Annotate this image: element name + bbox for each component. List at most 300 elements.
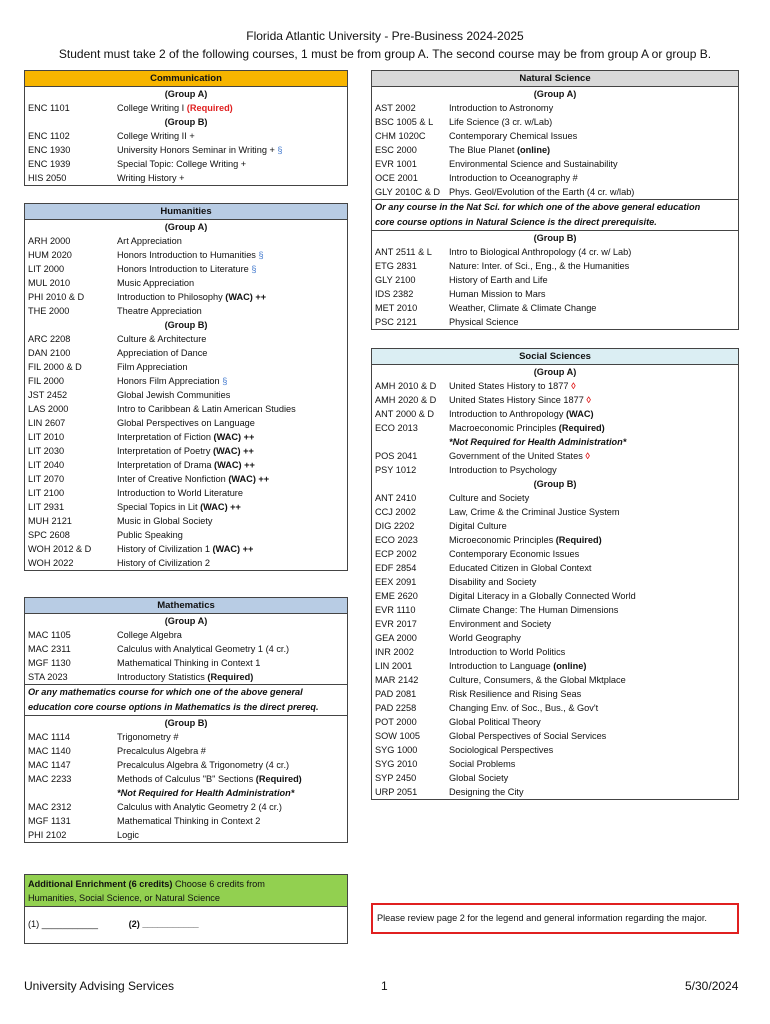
course-code: JST 2452 [28, 390, 68, 400]
course-code: ANT 2410 [375, 493, 417, 503]
course-code: CHM 1020C [375, 131, 426, 141]
course-row [372, 463, 738, 477]
prereq-note: Or any mathematics course for which one of the above general [28, 687, 303, 697]
course-row [372, 645, 738, 659]
course-name: Introduction to Astronomy [449, 103, 554, 113]
course-code: MGF 1131 [28, 816, 71, 826]
course-note: (WAC) ++ [200, 502, 241, 512]
course-code: ARC 2208 [28, 334, 71, 344]
course-row [372, 129, 738, 143]
honors-symbol: § [277, 145, 283, 155]
course-note: (WAC) ++ [225, 292, 267, 302]
course-row [25, 402, 347, 416]
course-note: (WAC) ++ [212, 544, 254, 554]
course-row [25, 360, 347, 374]
course-row [25, 500, 347, 514]
course-row [372, 673, 738, 687]
course-row [25, 129, 347, 143]
course-row [25, 416, 347, 430]
course-code: URP 2051 [375, 787, 418, 797]
course-row [372, 771, 738, 785]
section-header: Communication [25, 71, 347, 87]
course-name: Calculus with Analytical Geometry 1 (4 cr.) [117, 644, 290, 654]
course-row [372, 617, 738, 631]
course-name: Special Topics in Lit (WAC) ++ [117, 502, 241, 512]
course-name: Film Appreciation [117, 362, 188, 372]
course-code: ECO 2013 [375, 423, 418, 433]
footer-date: 5/30/2024 [685, 979, 739, 993]
course-row [372, 687, 738, 701]
course-name: Global Perspectives on Language [117, 418, 255, 428]
course-code: PSY 1012 [375, 465, 417, 475]
course-row [372, 757, 738, 771]
course-name: Special Topic: College Writing + [117, 159, 247, 169]
course-name: Introduction to Oceanography # [449, 173, 578, 183]
course-list [372, 379, 738, 477]
course-note: (online) [516, 145, 551, 155]
course-code: MET 2010 [375, 303, 418, 313]
course-row [25, 171, 347, 185]
course-row [25, 248, 347, 262]
course-code: SYG 1000 [375, 745, 418, 755]
course-row [372, 259, 738, 273]
course-code: DAN 2100 [28, 348, 71, 358]
course-row [25, 670, 347, 684]
course-code: PSC 2121 [375, 317, 417, 327]
course-row [372, 603, 738, 617]
course-name: Introduction to World Literature [117, 488, 243, 498]
course-code: INR 2002 [375, 647, 414, 657]
course-code: GEA 2000 [375, 633, 417, 643]
course-row [372, 379, 738, 393]
course-code: CCJ 2002 [375, 507, 416, 517]
course-code: PHI 2102 [28, 830, 67, 840]
course-note: (Required) [558, 423, 605, 433]
course-code: MAR 2142 [375, 675, 419, 685]
course-name: College Writing II + [117, 131, 195, 141]
course-code: AMH 2020 & D [375, 395, 437, 405]
course-row [25, 772, 347, 786]
course-name: Global Perspectives of Social Services [449, 731, 607, 741]
communication-section [24, 70, 348, 186]
course-code: MGF 1130 [28, 658, 71, 668]
course-code: LIT 2030 [28, 446, 65, 456]
course-code: DIG 2202 [375, 521, 415, 531]
course-code: MAC 1114 [28, 732, 71, 742]
course-name: Writing History + [117, 173, 185, 183]
course-row [372, 273, 738, 287]
blank-field-2[interactable]: (2) ___________ [128, 919, 199, 929]
course-code: ENC 1930 [28, 145, 71, 155]
course-name: Honors Film Appreciation § [117, 376, 228, 386]
course-row [25, 157, 347, 171]
course-name: Human Mission to Mars [449, 289, 546, 299]
course-name: Intro to Caribbean & Latin American Studies [117, 404, 296, 414]
course-code: SYP 2450 [375, 773, 417, 783]
prereq-note: Or any course in the Nat Sci. for which one of the above general education [375, 202, 701, 212]
course-code: PAD 2081 [375, 689, 417, 699]
course-row [25, 430, 347, 444]
course-code: PHI 2010 & D [28, 292, 85, 302]
group-a-label: (Group A) [533, 89, 577, 99]
course-code: FIL 2000 & D [28, 362, 82, 372]
course-name: Culture and Society [449, 493, 530, 503]
course-name: Introduction to Anthropology (WAC) [449, 409, 594, 419]
course-list [25, 730, 347, 842]
course-name: Theatre Appreciation [117, 306, 202, 316]
course-row [372, 491, 738, 505]
course-name: Introduction to World Politics [449, 647, 566, 657]
course-code: IDS 2382 [375, 289, 414, 299]
course-row [372, 301, 738, 315]
course-row [25, 528, 347, 542]
course-name: Social Problems [449, 759, 516, 769]
course-code: ESC 2000 [375, 145, 417, 155]
course-code: MAC 1140 [28, 746, 71, 756]
course-row [25, 514, 347, 528]
course-name: Precalculus Algebra & Trigonometry (4 cr.) [117, 760, 290, 770]
course-row [372, 157, 738, 171]
course-code: PAD 2258 [375, 703, 417, 713]
course-note: *Not Required for Health Administration* [117, 788, 295, 798]
honors-symbol: § [251, 264, 257, 274]
course-row [372, 171, 738, 185]
course-row [372, 715, 738, 729]
course-name: History of Earth and Life [449, 275, 548, 285]
course-name: Contemporary Economic Issues [449, 549, 580, 559]
course-row [25, 542, 347, 556]
course-note: (Required) [207, 672, 254, 682]
course-row [25, 800, 347, 814]
diamond-symbol: ◊ [585, 451, 590, 461]
course-name: Climate Change: The Human Dimensions [449, 605, 619, 615]
course-row [25, 388, 347, 402]
course-name: Art Appreciation [117, 236, 182, 246]
course-name: Digital Literacy in a Globally Connected World [449, 591, 636, 601]
honors-symbol: § [258, 250, 264, 260]
course-list [25, 628, 347, 684]
group-b-label: (Group B) [164, 320, 208, 330]
course-code: MAC 2312 [28, 802, 72, 812]
course-row [25, 828, 347, 842]
course-code: FIL 2000 [28, 376, 64, 386]
course-name: Trigonometry # [117, 732, 179, 742]
course-row [372, 143, 738, 157]
course-list [372, 491, 738, 799]
course-list [25, 332, 347, 570]
enrichment-text: Humanities, Social Science, or Natural Science [28, 893, 221, 903]
course-row [25, 758, 347, 772]
course-code: EEX 2091 [375, 577, 417, 587]
course-code: THE 2000 [28, 306, 70, 316]
course-row [25, 628, 347, 642]
course-row [25, 486, 347, 500]
course-row [25, 786, 347, 800]
course-list [25, 234, 347, 318]
blank-field-1[interactable]: (1) ___________ [28, 919, 98, 929]
course-code: GLY 2010C & D [375, 187, 441, 197]
course-row [372, 245, 738, 259]
course-name: Disability and Society [449, 577, 537, 587]
course-name: Culture & Architecture [117, 334, 207, 344]
course-name [449, 435, 626, 449]
course-code: MAC 1105 [28, 630, 71, 640]
course-name: Global Society [449, 773, 509, 783]
course-name: Weather, Climate & Climate Change [449, 303, 597, 313]
section-header: Humanities [25, 204, 347, 220]
group-a-label: (Group A) [533, 367, 577, 377]
natural-science-section [371, 70, 739, 330]
course-row [25, 262, 347, 276]
course-name: Phys. Geol/Evolution of the Earth (4 cr. w/lab) [449, 187, 635, 197]
course-code: EVR 1110 [375, 605, 416, 615]
course-row [25, 814, 347, 828]
course-note: *Not Required for Health Administration* [449, 437, 627, 447]
course-row [25, 744, 347, 758]
course-list [372, 245, 738, 329]
course-code: ECP 2002 [375, 549, 417, 559]
course-name: Appreciation of Dance [117, 348, 208, 358]
course-code: ENC 1939 [28, 159, 71, 169]
group-b-label: (Group B) [164, 718, 208, 728]
course-code: WOH 2012 & D [28, 544, 92, 554]
course-list [25, 101, 347, 115]
course-name: Designing the City [449, 787, 524, 797]
group-a-label: (Group A) [164, 89, 208, 99]
course-code: EVR 2017 [375, 619, 417, 629]
course-name: The Blue Planet (online) [449, 145, 551, 155]
course-code: MAC 2233 [28, 774, 72, 784]
course-name: Environmental Science and Sustainability [449, 159, 618, 169]
course-code: LIT 2040 [28, 460, 65, 470]
course-name: Global Political Theory [449, 717, 541, 727]
course-code: LAS 2000 [28, 404, 69, 414]
course-name: Introduction to Psychology [449, 465, 557, 475]
course-name: Introduction to Language (online) [449, 661, 587, 671]
group-b-label: (Group B) [533, 479, 577, 489]
group-a-label: (Group A) [164, 222, 208, 232]
course-code: BSC 1005 & L [375, 117, 434, 127]
course-row [372, 407, 738, 421]
course-code: ENC 1102 [28, 131, 70, 141]
course-name: Culture, Consumers, & the Global Mktplace [449, 675, 626, 685]
group-a-label: (Group A) [164, 616, 208, 626]
course-code: LIN 2001 [375, 661, 413, 671]
course-note: (WAC) ++ [213, 446, 254, 456]
group-b-label: (Group B) [533, 233, 577, 243]
course-name: Digital Culture [449, 521, 507, 531]
diamond-symbol: ◊ [586, 395, 591, 405]
course-name: College Writing I (Required) [117, 103, 233, 113]
course-code: ARH 2000 [28, 236, 71, 246]
course-list [372, 101, 738, 199]
section-header: Mathematics [25, 598, 347, 614]
course-name: Music Appreciation [117, 278, 195, 288]
course-note: (WAC) ++ [214, 460, 255, 470]
course-code: MAC 2311 [28, 644, 71, 654]
course-code: ENC 1101 [28, 103, 70, 113]
course-row [372, 533, 738, 547]
course-name: United States History Since 1877 ◊ [449, 395, 591, 405]
course-name: Honors Introduction to Literature § [117, 264, 257, 274]
course-name: United States History to 1877 ◊ [449, 381, 576, 391]
course-code: MAC 1147 [28, 760, 71, 770]
course-row [372, 631, 738, 645]
course-row [372, 519, 738, 533]
course-code: ANT 2511 & L [375, 247, 432, 257]
course-name: Educated Citizen in Global Context [449, 563, 592, 573]
course-name: Global Jewish Communities [117, 390, 231, 400]
course-code: LIT 2000 [28, 264, 65, 274]
prereq-note: core course options in Natural Science is the direct prerequisite. [375, 217, 657, 227]
course-code: OCE 2001 [375, 173, 418, 183]
course-name: Environment and Society [449, 619, 552, 629]
additional-enrichment-box [24, 874, 348, 944]
course-code: MUH 2121 [28, 516, 72, 526]
course-name: Inter of Creative Nonfiction (WAC) ++ [117, 474, 270, 484]
course-code: STA 2023 [28, 672, 68, 682]
course-row [372, 659, 738, 673]
review-note-box: Please review page 2 for the legend and general information regarding the major. [371, 903, 739, 934]
course-row [25, 374, 347, 388]
honors-symbol: § [222, 376, 228, 386]
course-row [372, 701, 738, 715]
course-name: Contemporary Chemical Issues [449, 131, 578, 141]
page-subtitle: Student must take 2 of the following courses, 1 must be from group A. The second course may be from group A or group B. [58, 47, 712, 61]
enrichment-description [25, 875, 347, 907]
course-row [372, 575, 738, 589]
section-header: Social Sciences [372, 349, 738, 365]
course-code: HUM 2020 [28, 250, 72, 260]
course-row [25, 304, 347, 318]
course-code: POT 2000 [375, 717, 417, 727]
course-row [372, 547, 738, 561]
course-row [372, 185, 738, 199]
course-code: SYG 2010 [375, 759, 418, 769]
course-name: Physical Science [449, 317, 519, 327]
course-row [25, 472, 347, 486]
course-name: Honors Introduction to Humanities § [117, 250, 264, 260]
course-note: (WAC) [565, 409, 594, 419]
course-name: Public Speaking [117, 530, 183, 540]
humanities-section [24, 203, 348, 571]
section-header: Natural Science [372, 71, 738, 87]
course-name: Changing Env. of Soc., Bus., & Gov't [449, 703, 599, 713]
course-code: ANT 2000 & D [375, 409, 435, 419]
course-row [25, 556, 347, 570]
course-row [25, 332, 347, 346]
course-row [372, 435, 738, 449]
course-row [372, 421, 738, 435]
course-row [372, 729, 738, 743]
course-code: LIT 2100 [28, 488, 65, 498]
course-name: Microeconomic Principles (Required) [449, 535, 602, 545]
course-name: Nature: Inter. of Sci., Eng., & the Humanities [449, 261, 630, 271]
diamond-symbol: ◊ [571, 381, 576, 391]
course-row [372, 101, 738, 115]
course-code: WOH 2022 [28, 558, 74, 568]
course-code: ECO 2023 [375, 535, 418, 545]
course-row [25, 290, 347, 304]
course-name: World Geography [449, 633, 521, 643]
prereq-note: education core course options in Mathematics is the direct prereq. [28, 702, 319, 712]
course-name: Logic [117, 830, 139, 840]
course-name: Life Science (3 cr. w/Lab) [449, 117, 553, 127]
course-name: College Algebra [117, 630, 182, 640]
course-row [372, 561, 738, 575]
course-code: MUL 2010 [28, 278, 71, 288]
required-tag: (Required) [186, 103, 233, 113]
course-note: (WAC) ++ [228, 474, 270, 484]
course-row [372, 505, 738, 519]
course-code: ETG 2831 [375, 261, 417, 271]
footer-left: University Advising Services [24, 979, 175, 993]
course-row [372, 785, 738, 799]
course-code: HIS 2050 [28, 173, 67, 183]
course-code: SPC 2608 [28, 530, 70, 540]
course-row [25, 346, 347, 360]
course-name: History of Civilization 1 (WAC) ++ [117, 544, 254, 554]
course-name: Government of the United States ◊ [449, 451, 590, 461]
course-name: University Honors Seminar in Writing + § [117, 145, 283, 155]
course-code: LIT 2010 [28, 432, 65, 442]
course-code: POS 2041 [375, 451, 418, 461]
course-row [372, 315, 738, 329]
course-name: Methods of Calculus "B" Sections (Required) [117, 774, 302, 784]
course-row [25, 276, 347, 290]
course-row [25, 444, 347, 458]
course-code: LIT 2070 [28, 474, 65, 484]
course-code: EDF 2854 [375, 563, 417, 573]
course-row [25, 656, 347, 670]
course-name: Precalculus Algebra # [117, 746, 206, 756]
course-row [372, 115, 738, 129]
course-list [25, 129, 347, 185]
course-note: (Required) [255, 774, 302, 784]
social-sciences-section [371, 348, 739, 800]
course-name: History of Civilization 2 [117, 558, 210, 568]
course-row [25, 458, 347, 472]
mathematics-section [24, 597, 348, 843]
course-row [25, 234, 347, 248]
course-name: Interpretation of Drama (WAC) ++ [117, 460, 255, 470]
course-code: AMH 2010 & D [375, 381, 437, 391]
course-code: EME 2620 [375, 591, 418, 601]
course-row [25, 101, 347, 115]
course-note: (online) [553, 661, 587, 671]
course-name: Risk Resilience and Rising Seas [449, 689, 582, 699]
course-name: Introductory Statistics (Required) [117, 672, 254, 682]
course-code: LIN 2607 [28, 418, 66, 428]
course-name: Mathematical Thinking in Context 2 [117, 816, 261, 826]
course-row [25, 730, 347, 744]
course-name: Macroeconomic Principles (Required) [449, 423, 605, 433]
course-name: Mathematical Thinking in Context 1 [117, 658, 261, 668]
page-title: Florida Atlantic University - Pre-Business 2024-2025 [246, 29, 524, 43]
course-row [25, 143, 347, 157]
course-row [372, 743, 738, 757]
enrichment-blanks [25, 907, 347, 929]
course-name: Music in Global Society [117, 516, 213, 526]
enrichment-text: Choose 6 credits from [172, 879, 265, 889]
course-row [25, 642, 347, 656]
footer-page-number: 1 [381, 979, 388, 993]
course-name: Sociological Perspectives [449, 745, 554, 755]
course-name: Interpretation of Fiction (WAC) ++ [117, 432, 255, 442]
course-code: GLY 2100 [375, 275, 416, 285]
course-note: (WAC) ++ [213, 432, 255, 442]
course-name: Calculus with Analytic Geometry 2 (4 cr.) [117, 802, 282, 812]
